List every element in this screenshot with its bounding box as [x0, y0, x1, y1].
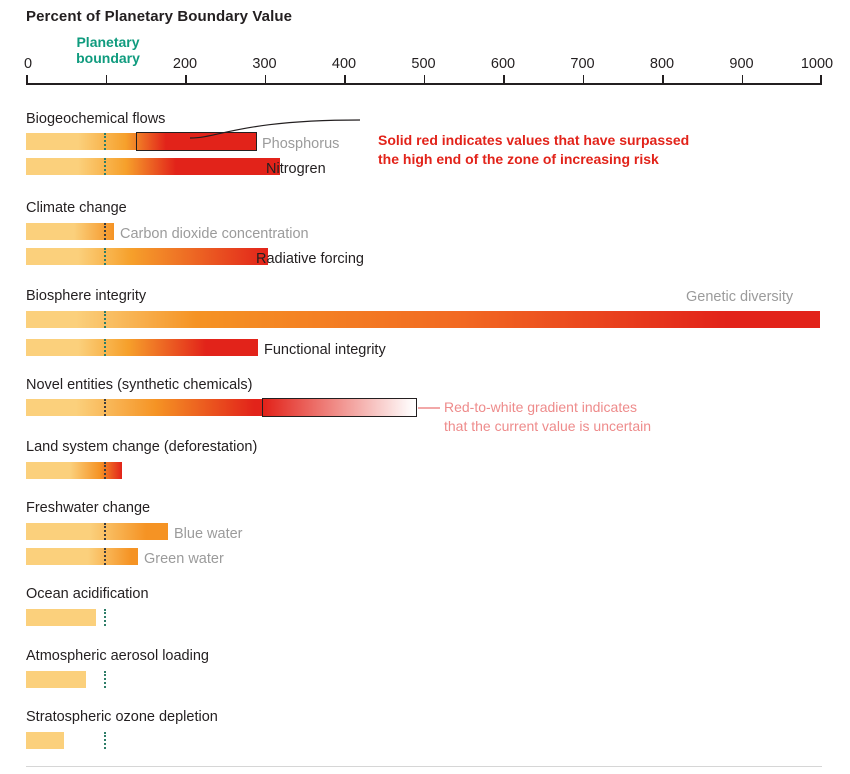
boundary-marker: [104, 609, 108, 626]
axis-tick: [820, 75, 822, 84]
boundary-marker: [104, 223, 108, 240]
annotation-gradient: [444, 398, 651, 436]
x-axis: [23, 34, 834, 88]
bar-ocean-acidification: [26, 609, 96, 626]
bar-genetic-diversity: [26, 311, 820, 328]
bar-label-green-water: Green water: [144, 551, 224, 567]
boundary-marker: [104, 671, 108, 688]
bar-label-genetic-diversity: Genetic diversity: [686, 289, 794, 305]
bar-nitrogren: [26, 158, 280, 175]
annotation-gradient-line1: Red-to-white gradient indicates: [444, 399, 637, 415]
bar-label-phosphorus: Phosphorus: [262, 136, 340, 152]
boundary-marker: [104, 311, 108, 328]
axis-tick: [185, 75, 187, 84]
bottom-divider: [26, 766, 822, 767]
bar-novel-entities: [26, 399, 416, 416]
axis-tick: [424, 75, 426, 84]
planetary-boundary-label-line1: Planetary: [76, 34, 140, 50]
axis-tick-label: 0: [23, 56, 33, 72]
axis-tick-label: 300: [252, 56, 277, 72]
group-label-atmospheric-aerosol-loading: Atmospheric aerosol loading: [26, 648, 209, 664]
bar-label-carbon-dioxide-concentration: Carbon dioxide concentration: [120, 226, 309, 242]
boundary-marker: [104, 399, 108, 416]
axis-tick-label: 200: [172, 56, 198, 72]
axis-tick: [344, 75, 346, 84]
bar-green-water: [26, 548, 138, 565]
group-label-stratospheric-ozone-depletion: Stratospheric ozone depletion: [26, 709, 218, 725]
planetary-boundary-axis-label: [60, 34, 156, 66]
boundary-marker: [104, 548, 108, 565]
boundary-marker: [104, 523, 108, 540]
axis-tick: [583, 75, 585, 84]
group-label-climate-change: Climate change: [26, 200, 127, 216]
bar-phosphorus: [26, 133, 256, 150]
group-label-ocean-acidification: Ocean acidification: [26, 586, 149, 602]
bar-label-blue-water: Blue water: [174, 526, 243, 542]
axis-tick-label: 800: [649, 56, 675, 72]
axis-tick-label: 500: [411, 56, 436, 72]
bar-radiative-forcing: [26, 248, 268, 265]
axis-tick: [26, 75, 28, 84]
group-label-freshwater-change: Freshwater change: [26, 500, 151, 516]
axis-tick: [106, 75, 108, 84]
axis-tick: [742, 75, 744, 84]
boundary-marker: [104, 462, 108, 479]
boundary-marker: [104, 133, 108, 150]
boundary-marker: [104, 158, 108, 175]
axis-tick-label: 700: [570, 56, 595, 72]
group-label-biogeochemical-flows: Biogeochemical flows: [26, 111, 166, 127]
boundary-marker: [104, 248, 108, 265]
bar-label-functional-integrity: Functional integrity: [264, 342, 386, 358]
bar-blue-water: [26, 523, 168, 540]
axis-tick: [662, 75, 664, 84]
page-title: Percent of Planetary Boundary Value: [26, 8, 293, 25]
group-label-land-system-change: Land system change (deforestation): [26, 439, 258, 455]
bar-functional-integrity: [26, 339, 258, 356]
boundary-marker: [104, 339, 108, 356]
annotation-solid-red: [378, 131, 689, 169]
annotation-solid-red-line1: Solid red indicates values that have surpassed: [378, 132, 690, 148]
axis-tick-label: 400: [331, 56, 357, 72]
bar-label-radiative-forcing: Radiative forcing: [256, 251, 364, 267]
axis-tick: [503, 75, 505, 84]
group-label-biosphere-integrity: Biosphere integrity: [26, 288, 147, 304]
bar-atmospheric-aerosol-loading: [26, 671, 86, 688]
annotation-gradient-line2: that the current value is uncertain: [444, 418, 652, 434]
group-label-novel-entities: Novel entities (synthetic chemicals): [26, 377, 253, 393]
boundary-marker: [104, 732, 108, 749]
leader-line-novel-entities: [418, 406, 440, 410]
bar-carbon-dioxide-concentration: [26, 223, 114, 240]
axis-tick-label: 600: [490, 56, 516, 72]
planetary-boundary-label-line2: boundary: [76, 50, 140, 66]
axis-tick-label: 900: [729, 56, 754, 72]
annotation-solid-red-line2: the high end of the zone of increasing risk: [378, 151, 659, 167]
axis-tick: [265, 75, 267, 84]
bar-label-nitrogren: Nitrogren: [266, 161, 326, 177]
axis-tick-label: 1000: [800, 56, 834, 72]
bar-stratospheric-ozone-depletion: [26, 732, 64, 749]
